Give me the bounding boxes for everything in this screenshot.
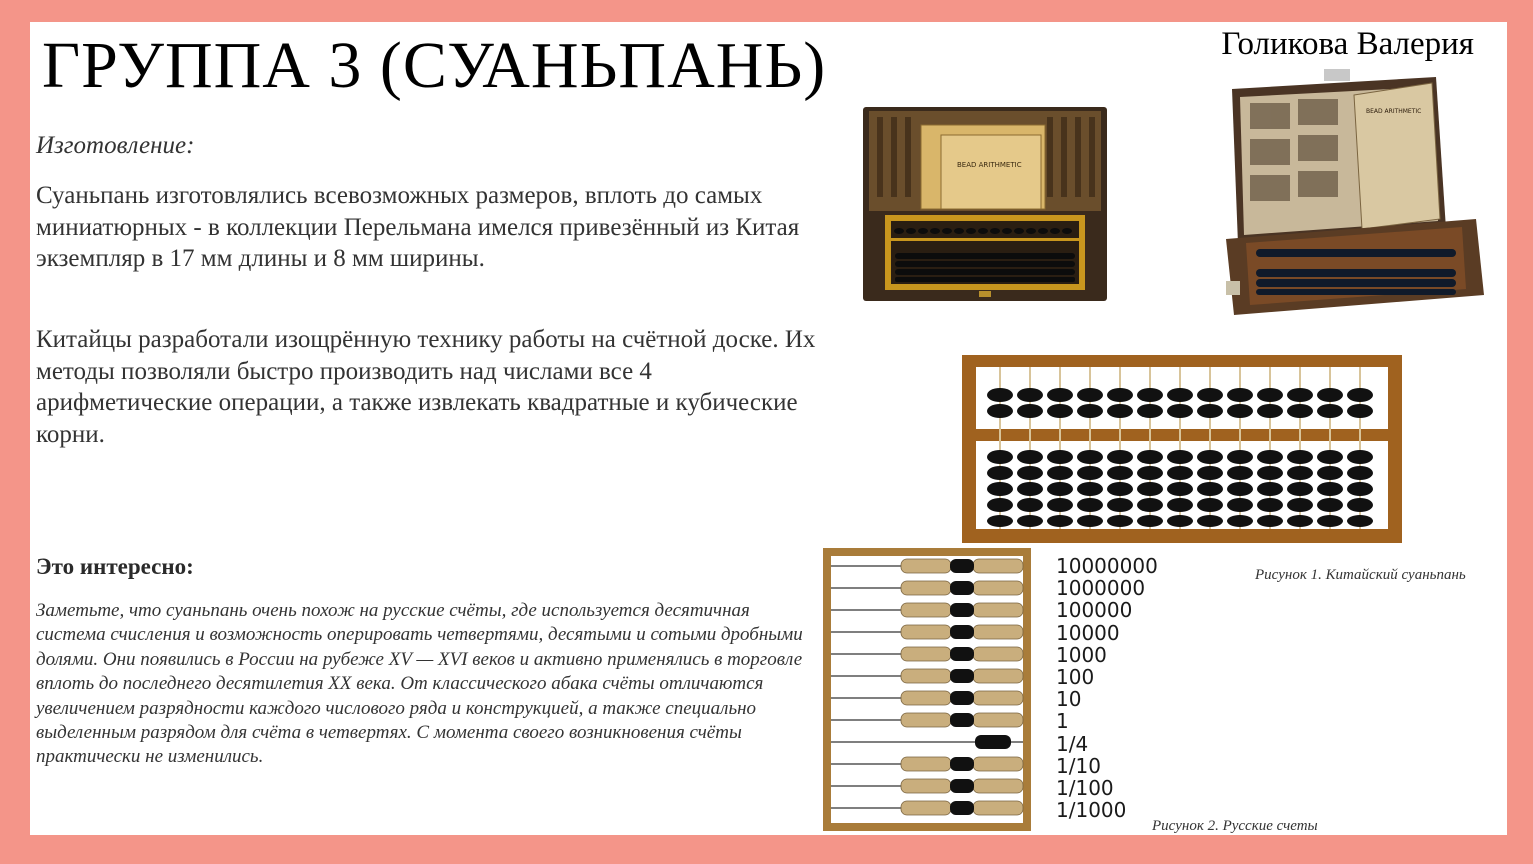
scale-value: 1/100 [1056,776,1114,801]
caption-figure-1: Рисунок 1. Китайский суаньпань [1255,567,1466,583]
boxed-suanpan-photo-2 [1226,69,1488,319]
paragraph-manufacturing: Суаньпань изготовлялись всевозможных размеров, вплоть до самых миниатюрных - в коллекции Перельмана имелся привезённый из Китая экземпляр в 17 мм длины и 8 мм ширины. [36,182,800,272]
scale-value: 100 [1056,665,1095,690]
paragraph-technique: Китайцы разработали изощрённую технику работы на счётной доске. Их методы позволяли быстро производить над числами все 4 арифметические операции, а также извлекать квадратные и кубические корни. [36,326,816,448]
scale-value: 100000 [1056,598,1133,623]
scale-value: 1/1000 [1056,798,1127,823]
scale-value: 10000 [1056,620,1120,645]
interesting-heading: Это интересно: [36,554,194,579]
digit-scale-list [1056,555,1158,821]
scale-value: 10000000 [1056,554,1158,578]
russian-schoty-diagram [823,548,1031,831]
svg-text:BEAD ARITHMETIC: BEAD ARITHMETIC [1366,108,1422,115]
caption-figure-2: Рисунок 2. Русские счеты [1152,818,1318,834]
slide [30,22,1507,835]
scale-value: 1000 [1056,642,1107,667]
svg-text:BEAD ARITHMETIC: BEAD ARITHMETIC [957,161,1022,169]
interesting-text: Заметьте, что суаньпань очень похож на русские счёты, где используется десятичная система счисления и возможность оперировать четвертями, десятыми и сотыми дробными долями. Они появились в России на рубеже XV — XVI веков и активно применялись в торговле вплоть до последнего десятилетия XX века. От классического абака счёты отличаются увеличением разрядности каждого числового ряда и конструкцией, а также специально выделенным разрядом для счёта в четвертях. С момента своего возникновения счёты практически не изменились. [36,600,803,768]
scale-value: 1 [1056,709,1069,734]
wooden-suanpan-photo [958,345,1405,547]
boxed-suanpan-photo-1 [861,105,1111,305]
section-label: Изготовление: [36,132,195,159]
author-name: Голикова Валерия [1221,26,1474,62]
scale-value: 1/4 [1056,731,1089,756]
scale-value: 1000000 [1056,576,1146,601]
scale-value: 10 [1056,687,1082,712]
scale-value: 1/10 [1056,753,1101,778]
slide-title: ГРУППА 3 (СУАНЬПАНЬ) [42,29,827,102]
